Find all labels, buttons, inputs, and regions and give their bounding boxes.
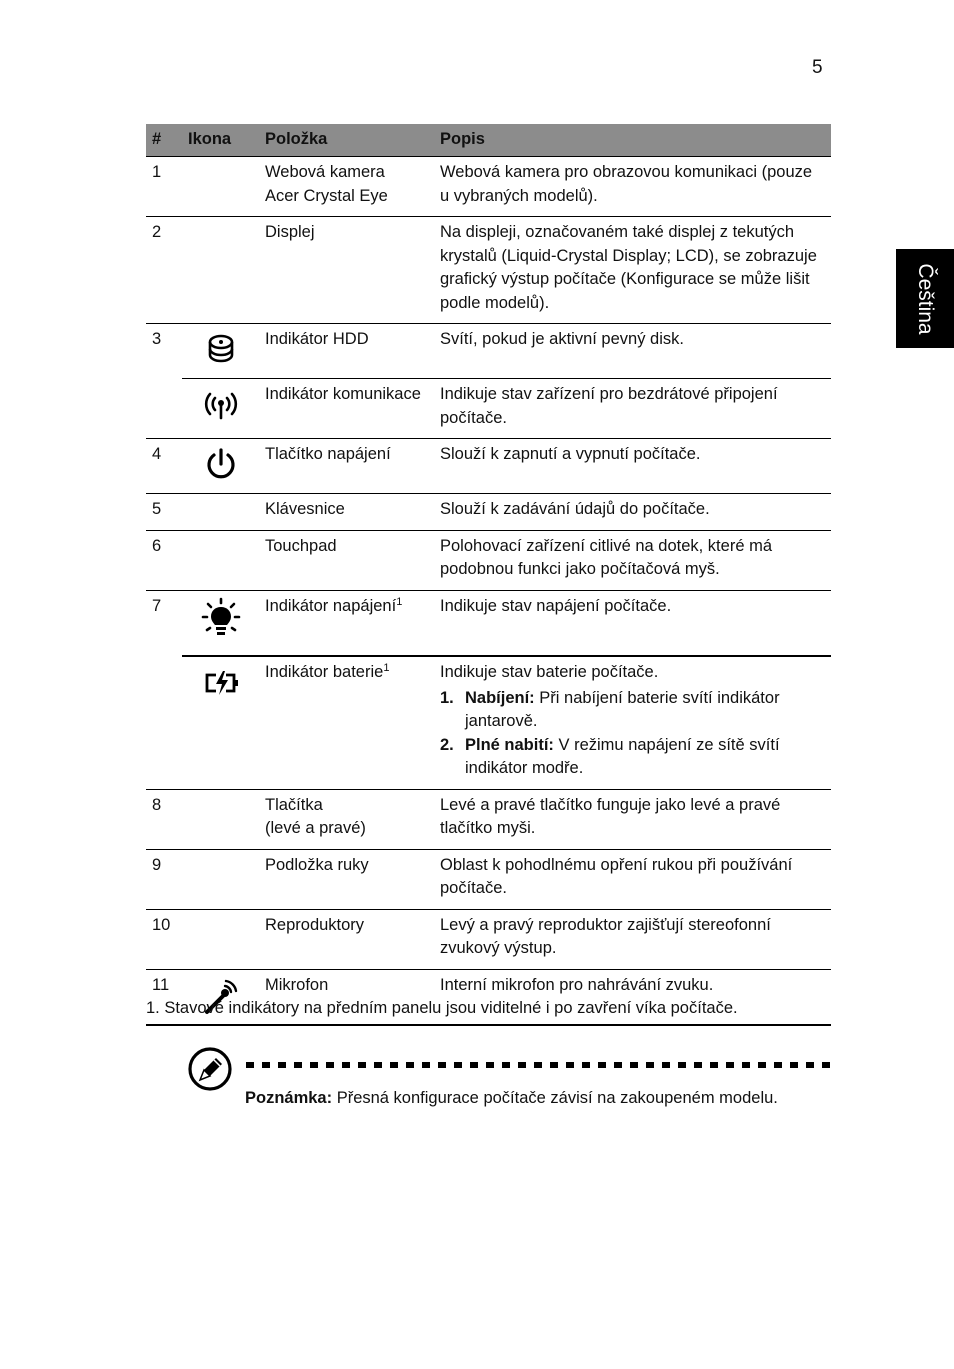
row-num <box>146 656 182 789</box>
header-item: Položka <box>259 124 434 157</box>
language-tab-label: Čeština <box>914 262 937 335</box>
table-header-row <box>146 124 831 157</box>
row-item: Tlačítko napájení <box>259 439 434 494</box>
footnote-ref: 1 <box>383 662 390 674</box>
row-icon <box>182 324 259 379</box>
row-desc: Svítí, pokud je aktivní pevný disk. <box>434 324 831 379</box>
row-desc: Na displeji, označovaném také displej z tekutých krystalů (Liquid-Crystal Display; LCD), se zobrazuje grafický výstup počítače (Konfigurace se může lišit podle modelů). <box>434 217 831 324</box>
row-item: Mikrofon <box>259 969 434 1025</box>
row-icon <box>182 849 259 909</box>
row-icon <box>182 379 259 439</box>
battery-icon <box>201 663 241 703</box>
row-desc: Indikuje stav napájení počítače. <box>434 590 831 656</box>
row-num: 2 <box>146 217 182 324</box>
list-text: V režimu napájení ze sítě svítí indikátor modře. <box>465 735 780 777</box>
row-icon <box>182 439 259 494</box>
power-icon <box>201 445 241 485</box>
list-label: Plné nabití: <box>465 735 554 754</box>
row-desc: Polohovací zařízení citlivé na dotek, které má podobnou funkci jako počítačová myš. <box>434 530 831 590</box>
row-icon <box>182 656 259 789</box>
language-tab <box>896 249 954 348</box>
row-num: 4 <box>146 439 182 494</box>
row-num: 5 <box>146 494 182 531</box>
row-desc: Indikuje stav zařízení pro bezdrátové připojení počítače. <box>434 379 831 439</box>
row-desc: Levý a pravý reproduktor zajišťují stereofonní zvukový výstup. <box>434 909 831 969</box>
row-item: Displej <box>259 217 434 324</box>
row-desc: Slouží k zapnutí a vypnutí počítače. <box>434 439 831 494</box>
list-number: 2. <box>440 735 454 754</box>
table-row <box>146 439 831 494</box>
wireless-icon <box>201 385 241 425</box>
row-num: 9 <box>146 849 182 909</box>
list-item <box>440 734 825 781</box>
row-desc: Slouží k zadávání údajů do počítače. <box>434 494 831 531</box>
footnote: 1. Stavové indikátory na předním panelu jsou viditelné i po zavření víka počítače. <box>146 999 738 1017</box>
table-row <box>146 909 831 969</box>
hdd-icon <box>201 330 241 370</box>
row-icon <box>182 789 259 849</box>
table-row <box>146 789 831 849</box>
table-row <box>146 530 831 590</box>
note-text: Přesná konfigurace počítače závisí na zakoupeném modelu. <box>332 1089 778 1107</box>
row-item: Tlačítka (levé a pravé) <box>259 789 434 849</box>
table-row <box>146 590 831 656</box>
row-num: 1 <box>146 157 182 217</box>
header-num: # <box>146 124 182 157</box>
table-row <box>146 217 831 324</box>
list-number: 1. <box>440 688 454 707</box>
header-icon: Ikona <box>182 124 259 157</box>
row-desc: Levé a pravé tlačítko funguje jako levé a pravé tlačítko myši. <box>434 789 831 849</box>
footnote-ref: 1 <box>396 595 403 608</box>
row-desc: Interní mikrofon pro nahrávání zvuku. <box>434 969 831 1025</box>
table-row <box>146 849 831 909</box>
table-row <box>146 656 831 789</box>
table-row <box>146 157 831 217</box>
row-icon <box>182 494 259 531</box>
list-item <box>440 687 825 734</box>
row-icon <box>182 217 259 324</box>
row-desc: Oblast k pohodlnému opření rukou při používání počítače. <box>434 849 831 909</box>
row-num <box>146 379 182 439</box>
list-text: Při nabíjení baterie svítí indikátor jantarově. <box>465 688 780 730</box>
battery-status-list <box>440 687 825 781</box>
component-table <box>146 124 831 1026</box>
row-icon <box>182 590 259 656</box>
row-num: 7 <box>152 596 162 615</box>
row-desc <box>434 656 831 789</box>
row-num: 6 <box>146 530 182 590</box>
row-item-label: Indikátor napájení <box>265 596 397 615</box>
row-item: Webová kamera Acer Crystal Eye <box>259 157 434 217</box>
table-row <box>146 379 831 439</box>
row-item <box>259 590 434 656</box>
header-desc: Popis <box>434 124 831 157</box>
table-row <box>146 494 831 531</box>
row-num: 3 <box>152 330 162 348</box>
row-num: 8 <box>146 789 182 849</box>
row-item: Indikátor komunikace <box>259 379 434 439</box>
row-desc: Webová kamera pro obrazovou komunikaci (pouze u vybraných modelů). <box>434 157 831 217</box>
row-num: 11 <box>146 969 182 1025</box>
list-label: Nabíjení: <box>465 688 535 707</box>
row-num: 10 <box>146 909 182 969</box>
note <box>245 1087 805 1111</box>
note-pen-icon <box>186 1046 234 1092</box>
note-label: Poznámka: <box>245 1089 333 1107</box>
page-number: 5 <box>812 57 823 78</box>
power-indicator-bulb-icon <box>201 597 241 645</box>
row-item: Podložka ruky <box>259 849 434 909</box>
row-item-label: Indikátor baterie <box>265 663 384 681</box>
row-item <box>259 656 434 789</box>
row-item: Klávesnice <box>259 494 434 531</box>
row-desc-text: Indikuje stav baterie počítače. <box>440 663 659 681</box>
row-icon <box>182 530 259 590</box>
row-item: Indikátor HDD <box>259 324 434 379</box>
row-icon <box>182 157 259 217</box>
row-item: Touchpad <box>259 530 434 590</box>
note-divider <box>246 1062 832 1068</box>
row-item: Reproduktory <box>259 909 434 969</box>
table-row <box>146 324 831 379</box>
row-icon <box>182 909 259 969</box>
